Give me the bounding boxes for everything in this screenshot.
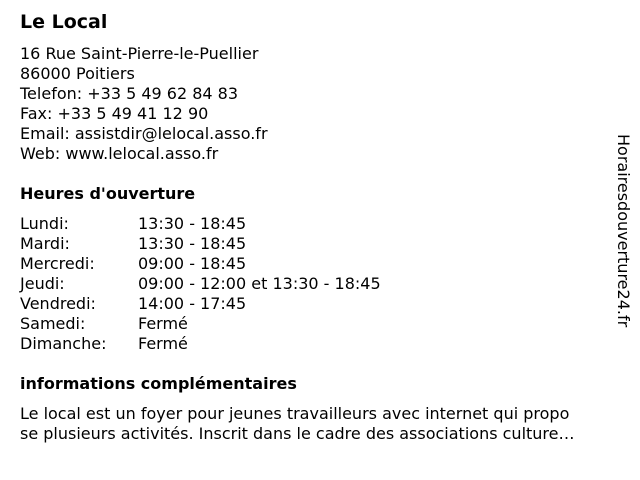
hours-heading: Heures d'ouverture [20, 184, 196, 203]
day-label: Mercredi: [20, 254, 95, 273]
address-street: 16 Rue Saint-Pierre-le-Puellier [20, 44, 259, 63]
day-label: Mardi: [20, 234, 70, 253]
fax-number: Fax: +33 5 49 41 12 90 [20, 104, 209, 123]
hours-row-sunday [20, 334, 381, 354]
phone-number: Telefon: +33 5 49 62 84 83 [20, 84, 239, 103]
extra-info-heading: informations complémentaires [20, 374, 297, 393]
time-value: 14:00 - 17:45 [138, 294, 247, 313]
watermark-text: Horairesdouverture24.fr [614, 134, 633, 328]
time-value: Fermé [138, 314, 188, 333]
hours-row-monday [20, 214, 381, 234]
hours-row-tuesday [20, 234, 381, 254]
day-label: Dimanche: [20, 334, 107, 353]
day-label: Lundi: [20, 214, 69, 233]
description-line-1: Le local est un foyer pour jeunes travailleurs avec internet qui propo [20, 404, 570, 423]
website: Web: www.lelocal.asso.fr [20, 144, 219, 163]
time-value: 09:00 - 18:45 [138, 254, 247, 273]
hours-row-saturday [20, 314, 381, 334]
watermark [612, 134, 634, 374]
hours-row-wednesday [20, 254, 381, 274]
time-value: 13:30 - 18:45 [138, 214, 247, 233]
hours-row-thursday [20, 274, 381, 294]
email-address: Email: assistdir@lelocal.asso.fr [20, 124, 268, 143]
description-line-2: se plusieurs activités. Inscrit dans le cadre des associations culture… [20, 424, 575, 443]
time-value: 09:00 - 12:00 et 13:30 - 18:45 [138, 274, 381, 293]
time-value: 13:30 - 18:45 [138, 234, 247, 253]
contact-info [20, 44, 268, 164]
hours-row-friday [20, 294, 381, 314]
day-label: Jeudi: [20, 274, 65, 293]
day-label: Vendredi: [20, 294, 96, 313]
address-city: 86000 Poitiers [20, 64, 135, 83]
time-value: Fermé [138, 334, 188, 353]
day-label: Samedi: [20, 314, 86, 333]
description [20, 404, 624, 444]
page-title: Le Local [20, 11, 108, 33]
opening-hours [20, 214, 381, 354]
